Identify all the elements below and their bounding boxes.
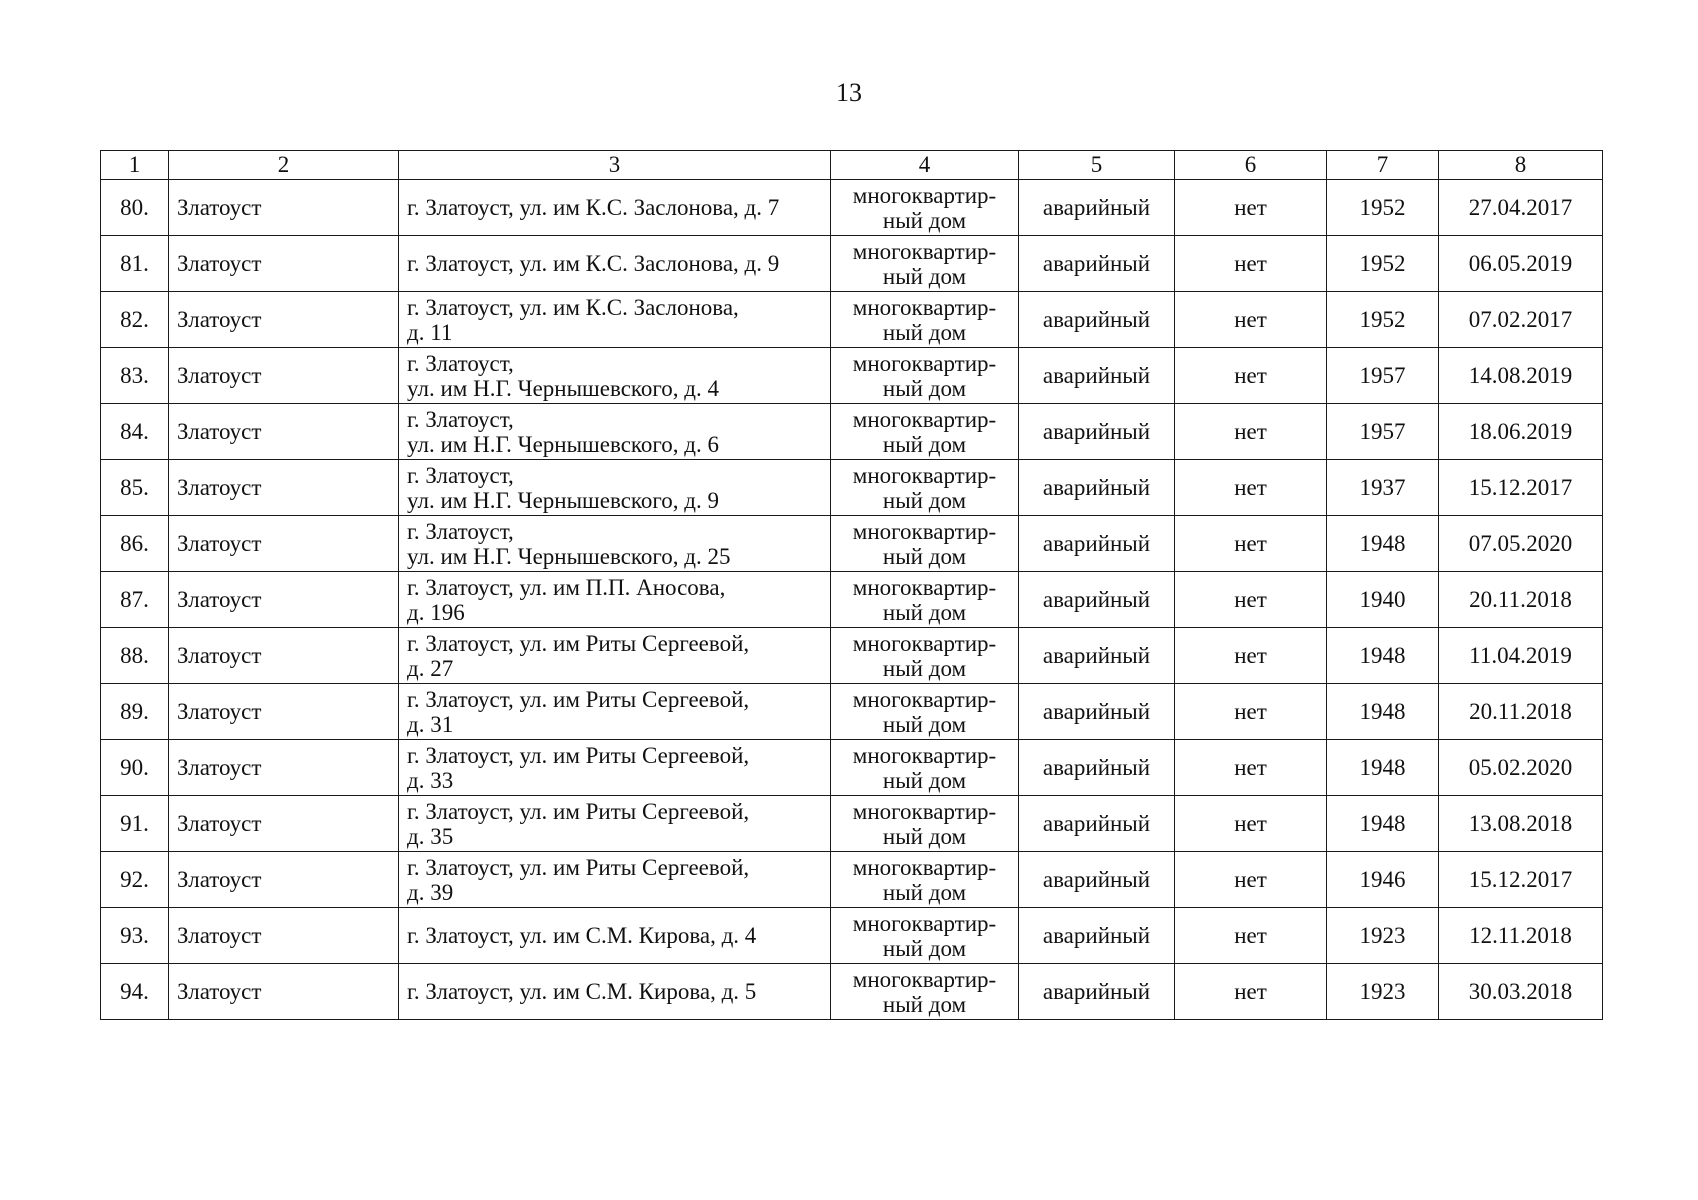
row-number: 92. xyxy=(101,852,169,908)
row-condition: аварийный xyxy=(1019,516,1175,572)
address-line-1: г. Златоуст, ул. им Риты Сергеевой, xyxy=(407,798,750,824)
row-date: 05.02.2020 xyxy=(1439,740,1603,796)
row-condition: аварийный xyxy=(1019,180,1175,236)
row-address xyxy=(399,460,831,516)
building-type-line-2: ный дом xyxy=(882,655,967,681)
building-type-line-1: многоквартир- xyxy=(852,294,997,320)
building-type-line-1: многоквартир- xyxy=(852,742,997,768)
row-city: Златоуст xyxy=(169,684,399,740)
row-condition: аварийный xyxy=(1019,852,1175,908)
row-address xyxy=(399,404,831,460)
table-row xyxy=(101,292,1603,348)
building-type-line-2: ный дом xyxy=(882,543,967,569)
row-date: 18.06.2019 xyxy=(1439,404,1603,460)
row-flag: нет xyxy=(1175,684,1327,740)
building-type-line-1: многоквартир- xyxy=(852,518,997,544)
row-building-type xyxy=(831,572,1019,628)
table-row xyxy=(101,908,1603,964)
address-line-1: г. Златоуст, ул. им С.М. Кирова, д. 5 xyxy=(407,979,757,1004)
row-city: Златоуст xyxy=(169,852,399,908)
row-building-type xyxy=(831,964,1019,1020)
row-date: 27.04.2017 xyxy=(1439,180,1603,236)
building-type-line-2: ный дом xyxy=(882,879,967,905)
building-type-line-1: многоквартир- xyxy=(852,238,997,264)
building-type-line-2: ный дом xyxy=(882,487,967,513)
table-row xyxy=(101,964,1603,1020)
row-building-type xyxy=(831,292,1019,348)
address-line-2: ул. им Н.Г. Чернышевского, д. 4 xyxy=(407,375,719,401)
row-address xyxy=(399,236,831,292)
building-type-line-2: ный дом xyxy=(882,711,967,737)
row-date: 07.02.2017 xyxy=(1439,292,1603,348)
table-row xyxy=(101,572,1603,628)
row-city: Златоуст xyxy=(169,460,399,516)
row-year: 1937 xyxy=(1327,460,1439,516)
row-number: 91. xyxy=(101,796,169,852)
address-line-1: г. Златоуст, ул. им П.П. Аносова, xyxy=(407,574,726,600)
header-col-5: 5 xyxy=(1019,151,1175,180)
header-col-1: 1 xyxy=(101,151,169,180)
header-col-8: 8 xyxy=(1439,151,1603,180)
row-condition: аварийный xyxy=(1019,236,1175,292)
header-col-7: 7 xyxy=(1327,151,1439,180)
building-type-line-1: многоквартир- xyxy=(852,798,997,824)
building-type-line-2: ный дом xyxy=(882,263,967,289)
table-row xyxy=(101,740,1603,796)
building-type-line-1: многоквартир- xyxy=(852,462,997,488)
address-line-2: д. 31 xyxy=(407,711,454,737)
table-row xyxy=(101,180,1603,236)
building-type-line-1: многоквартир- xyxy=(852,854,997,880)
row-building-type xyxy=(831,852,1019,908)
row-address xyxy=(399,628,831,684)
building-type-line-2: ный дом xyxy=(882,767,967,793)
row-number: 81. xyxy=(101,236,169,292)
building-type-line-1: многоквартир- xyxy=(852,182,997,208)
row-year: 1952 xyxy=(1327,180,1439,236)
row-building-type xyxy=(831,628,1019,684)
building-type-line-1: многоквартир- xyxy=(852,686,997,712)
row-building-type xyxy=(831,460,1019,516)
row-year: 1946 xyxy=(1327,852,1439,908)
row-number: 85. xyxy=(101,460,169,516)
row-flag: нет xyxy=(1175,740,1327,796)
building-type-line-2: ный дом xyxy=(882,935,967,961)
row-date: 06.05.2019 xyxy=(1439,236,1603,292)
address-line-1: г. Златоуст, ул. им К.С. Заслонова, д. 9 xyxy=(407,251,780,276)
address-line-2: д. 196 xyxy=(407,599,465,625)
row-date: 15.12.2017 xyxy=(1439,852,1603,908)
row-condition: аварийный xyxy=(1019,460,1175,516)
table-row xyxy=(101,628,1603,684)
row-address xyxy=(399,348,831,404)
address-line-2: ул. им Н.Г. Чернышевского, д. 6 xyxy=(407,431,719,457)
building-type-line-2: ный дом xyxy=(882,431,967,457)
row-condition: аварийный xyxy=(1019,684,1175,740)
address-line-1: г. Златоуст, xyxy=(407,518,514,544)
row-year: 1923 xyxy=(1327,908,1439,964)
header-col-2: 2 xyxy=(169,151,399,180)
row-date: 14.08.2019 xyxy=(1439,348,1603,404)
building-type-line-2: ный дом xyxy=(882,599,967,625)
row-address xyxy=(399,516,831,572)
row-city: Златоуст xyxy=(169,908,399,964)
row-city: Златоуст xyxy=(169,236,399,292)
address-line-1: г. Златоуст, xyxy=(407,406,514,432)
row-condition: аварийный xyxy=(1019,740,1175,796)
row-flag: нет xyxy=(1175,516,1327,572)
row-flag: нет xyxy=(1175,572,1327,628)
table-row xyxy=(101,852,1603,908)
row-year: 1940 xyxy=(1327,572,1439,628)
row-address xyxy=(399,908,831,964)
row-city: Златоуст xyxy=(169,740,399,796)
row-date: 11.04.2019 xyxy=(1439,628,1603,684)
building-type-line-1: многоквартир- xyxy=(852,910,997,936)
table-header xyxy=(101,151,1603,180)
header-col-3: 3 xyxy=(399,151,831,180)
row-year: 1957 xyxy=(1327,348,1439,404)
row-address xyxy=(399,180,831,236)
header-col-6: 6 xyxy=(1175,151,1327,180)
row-number: 80. xyxy=(101,180,169,236)
row-year: 1957 xyxy=(1327,404,1439,460)
table-body xyxy=(101,180,1603,1020)
row-building-type xyxy=(831,404,1019,460)
table-row xyxy=(101,404,1603,460)
row-year: 1952 xyxy=(1327,236,1439,292)
header-col-4: 4 xyxy=(831,151,1019,180)
row-flag: нет xyxy=(1175,348,1327,404)
row-city: Златоуст xyxy=(169,348,399,404)
row-building-type xyxy=(831,908,1019,964)
table-row xyxy=(101,516,1603,572)
row-address xyxy=(399,684,831,740)
building-type-line-2: ный дом xyxy=(882,319,967,345)
row-condition: аварийный xyxy=(1019,796,1175,852)
row-number: 94. xyxy=(101,964,169,1020)
row-year: 1948 xyxy=(1327,516,1439,572)
row-city: Златоуст xyxy=(169,404,399,460)
table-row xyxy=(101,796,1603,852)
address-line-1: г. Златоуст, xyxy=(407,350,514,376)
address-line-2: ул. им Н.Г. Чернышевского, д. 9 xyxy=(407,487,719,513)
address-line-1: г. Златоуст, ул. им Риты Сергеевой, xyxy=(407,630,750,656)
row-condition: аварийный xyxy=(1019,908,1175,964)
row-number: 83. xyxy=(101,348,169,404)
row-date: 20.11.2018 xyxy=(1439,572,1603,628)
building-type-line-2: ный дом xyxy=(882,991,967,1017)
address-line-1: г. Златоуст, ул. им Риты Сергеевой, xyxy=(407,742,750,768)
row-year: 1948 xyxy=(1327,740,1439,796)
row-flag: нет xyxy=(1175,292,1327,348)
row-year: 1948 xyxy=(1327,796,1439,852)
address-line-1: г. Златоуст, ул. им К.С. Заслонова, xyxy=(407,294,739,320)
building-type-line-2: ный дом xyxy=(882,823,967,849)
row-building-type xyxy=(831,684,1019,740)
row-flag: нет xyxy=(1175,460,1327,516)
row-number: 87. xyxy=(101,572,169,628)
table-row xyxy=(101,236,1603,292)
row-condition: аварийный xyxy=(1019,572,1175,628)
row-condition: аварийный xyxy=(1019,348,1175,404)
row-year: 1952 xyxy=(1327,292,1439,348)
row-building-type xyxy=(831,180,1019,236)
row-date: 07.05.2020 xyxy=(1439,516,1603,572)
row-date: 30.03.2018 xyxy=(1439,964,1603,1020)
address-line-2: ул. им Н.Г. Чернышевского, д. 25 xyxy=(407,543,731,569)
building-type-line-2: ный дом xyxy=(882,207,967,233)
row-building-type xyxy=(831,236,1019,292)
address-line-1: г. Златоуст, ул. им К.С. Заслонова, д. 7 xyxy=(407,195,780,220)
row-condition: аварийный xyxy=(1019,292,1175,348)
row-address xyxy=(399,740,831,796)
row-building-type xyxy=(831,348,1019,404)
address-line-2: д. 27 xyxy=(407,655,454,681)
row-city: Златоуст xyxy=(169,516,399,572)
row-condition: аварийный xyxy=(1019,404,1175,460)
address-line-1: г. Златоуст, ул. им Риты Сергеевой, xyxy=(407,854,750,880)
row-address xyxy=(399,292,831,348)
address-line-1: г. Златоуст, ул. им Риты Сергеевой, xyxy=(407,686,750,712)
row-flag: нет xyxy=(1175,964,1327,1020)
row-building-type xyxy=(831,740,1019,796)
page-number: 13 xyxy=(836,78,862,107)
row-condition: аварийный xyxy=(1019,964,1175,1020)
row-number: 93. xyxy=(101,908,169,964)
row-number: 82. xyxy=(101,292,169,348)
row-city: Златоуст xyxy=(169,180,399,236)
row-building-type xyxy=(831,516,1019,572)
housing-table xyxy=(100,150,1603,1020)
row-building-type xyxy=(831,796,1019,852)
row-number: 84. xyxy=(101,404,169,460)
row-flag: нет xyxy=(1175,404,1327,460)
row-condition: аварийный xyxy=(1019,628,1175,684)
row-flag: нет xyxy=(1175,180,1327,236)
building-type-line-1: многоквартир- xyxy=(852,350,997,376)
row-date: 13.08.2018 xyxy=(1439,796,1603,852)
row-city: Златоуст xyxy=(169,964,399,1020)
row-number: 89. xyxy=(101,684,169,740)
building-type-line-1: многоквартир- xyxy=(852,406,997,432)
address-line-1: г. Златоуст, ул. им С.М. Кирова, д. 4 xyxy=(407,923,757,948)
row-number: 86. xyxy=(101,516,169,572)
table-row xyxy=(101,460,1603,516)
row-flag: нет xyxy=(1175,908,1327,964)
row-city: Златоуст xyxy=(169,628,399,684)
row-number: 90. xyxy=(101,740,169,796)
header-row xyxy=(101,151,1603,180)
address-line-2: д. 11 xyxy=(407,319,453,345)
building-type-line-2: ный дом xyxy=(882,375,967,401)
row-year: 1923 xyxy=(1327,964,1439,1020)
row-address xyxy=(399,572,831,628)
building-type-line-1: многоквартир- xyxy=(852,966,997,992)
address-line-2: д. 33 xyxy=(407,767,454,793)
row-date: 12.11.2018 xyxy=(1439,908,1603,964)
table-row xyxy=(101,348,1603,404)
row-number: 88. xyxy=(101,628,169,684)
row-date: 15.12.2017 xyxy=(1439,460,1603,516)
address-line-2: д. 39 xyxy=(407,879,454,905)
address-line-2: д. 35 xyxy=(407,823,454,849)
row-flag: нет xyxy=(1175,852,1327,908)
row-city: Златоуст xyxy=(169,572,399,628)
building-type-line-1: многоквартир- xyxy=(852,630,997,656)
row-address xyxy=(399,852,831,908)
row-address xyxy=(399,964,831,1020)
row-flag: нет xyxy=(1175,236,1327,292)
address-line-1: г. Златоуст, xyxy=(407,462,514,488)
row-flag: нет xyxy=(1175,628,1327,684)
table-row xyxy=(101,684,1603,740)
row-city: Златоуст xyxy=(169,796,399,852)
row-year: 1948 xyxy=(1327,628,1439,684)
row-city: Златоуст xyxy=(169,292,399,348)
row-date: 20.11.2018 xyxy=(1439,684,1603,740)
row-address xyxy=(399,796,831,852)
building-type-line-1: многоквартир- xyxy=(852,574,997,600)
row-flag: нет xyxy=(1175,796,1327,852)
row-year: 1948 xyxy=(1327,684,1439,740)
